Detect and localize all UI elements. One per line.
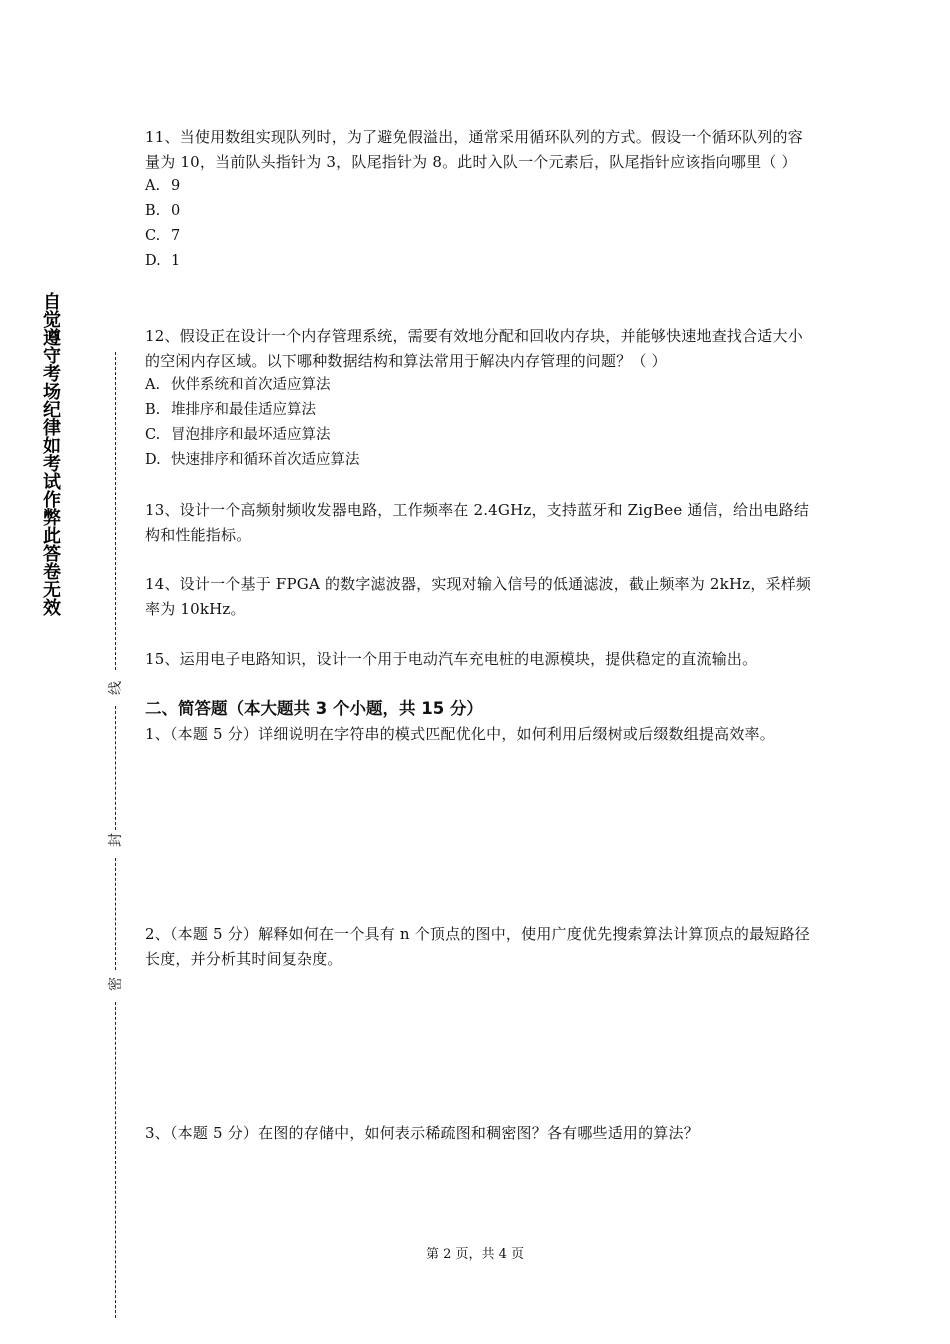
binding-dash-1 [115,352,116,670]
question-14: 14、设计一个基于 FPGA 的数字滤波器，实现对输入信号的低通滤波，截止频率为 2kHz，采样频率为 10kHz。 [145,575,812,618]
short-answer-3: 3、（本题 5 分）在图的存储中，如何表示稀疏图和稠密图？各有哪些适用的算法？ [145,1124,699,1142]
option-d: D. 快速排序和循环首次适应算法 [145,452,360,468]
short-answer-2: 2、（本题 5 分）解释如何在一个具有 n 个顶点的图中，使用广度优先搜索算法计算顶点的最短路径长度，并分析其时间复杂度。 [145,925,810,968]
binding-char-xian: 线 [108,681,124,695]
option-c: C. 冒泡排序和最坏适应算法 [145,427,331,443]
option-c: C. 7 [145,228,181,244]
option-d: D. 1 [145,253,181,269]
question-13: 13、设计一个高频射频收发器电路，工作频率在 2.4GHz，支持蓝牙和 ZigBee 通信，给出电路结构和性能指标。 [145,501,810,544]
section-two-title: 二、简答题（本大题共 3 个小题，共 15 分） [145,699,483,718]
page-number: 第 2 页，共 4 页 [425,1247,525,1262]
short-answer-1: 1、（本题 5 分）详细说明在字符串的模式匹配优化中，如何利用后缀树或后缀数组提高效率。 [145,725,775,743]
binding-line [104,352,128,1318]
option-b: B. 0 [145,203,181,219]
exam-discipline-warning: 自觉遵守考场纪律如考试作弊此答卷无效 [40,292,61,616]
question-15: 15、运用电子电路知识，设计一个用于电动汽车充电桩的电源模块，提供稳定的直流输出。 [145,650,758,668]
question-stem: 12、假设正在设计一个内存管理系统，需要有效地分配和回收内存块，并能够快速地查找合适大小的空闲内存区域。以下哪种数据结构和算法常用于解决内存管理的问题？（ ） [145,327,803,370]
option-b: B. 堆排序和最佳适应算法 [145,402,316,418]
binding-char-mi: 密 [108,977,124,991]
question-stem: 11、当使用数组实现队列时，为了避免假溢出，通常采用循环队列的方式。假设一个循环队列的容量为 10，当前队头指针为 3，队尾指针为 8。此时入队一个元素后，队尾指针应该指向哪里（ ） [145,128,803,171]
binding-dash-4 [115,1002,116,1318]
option-a: A. 伙伴系统和首次适应算法 [145,377,331,393]
binding-char-feng: 封 [108,833,124,847]
binding-dash-2 [115,706,116,830]
option-a: A. 9 [145,178,181,194]
binding-dash-3 [115,858,116,970]
question-12 [145,324,815,473]
question-11 [145,125,815,274]
